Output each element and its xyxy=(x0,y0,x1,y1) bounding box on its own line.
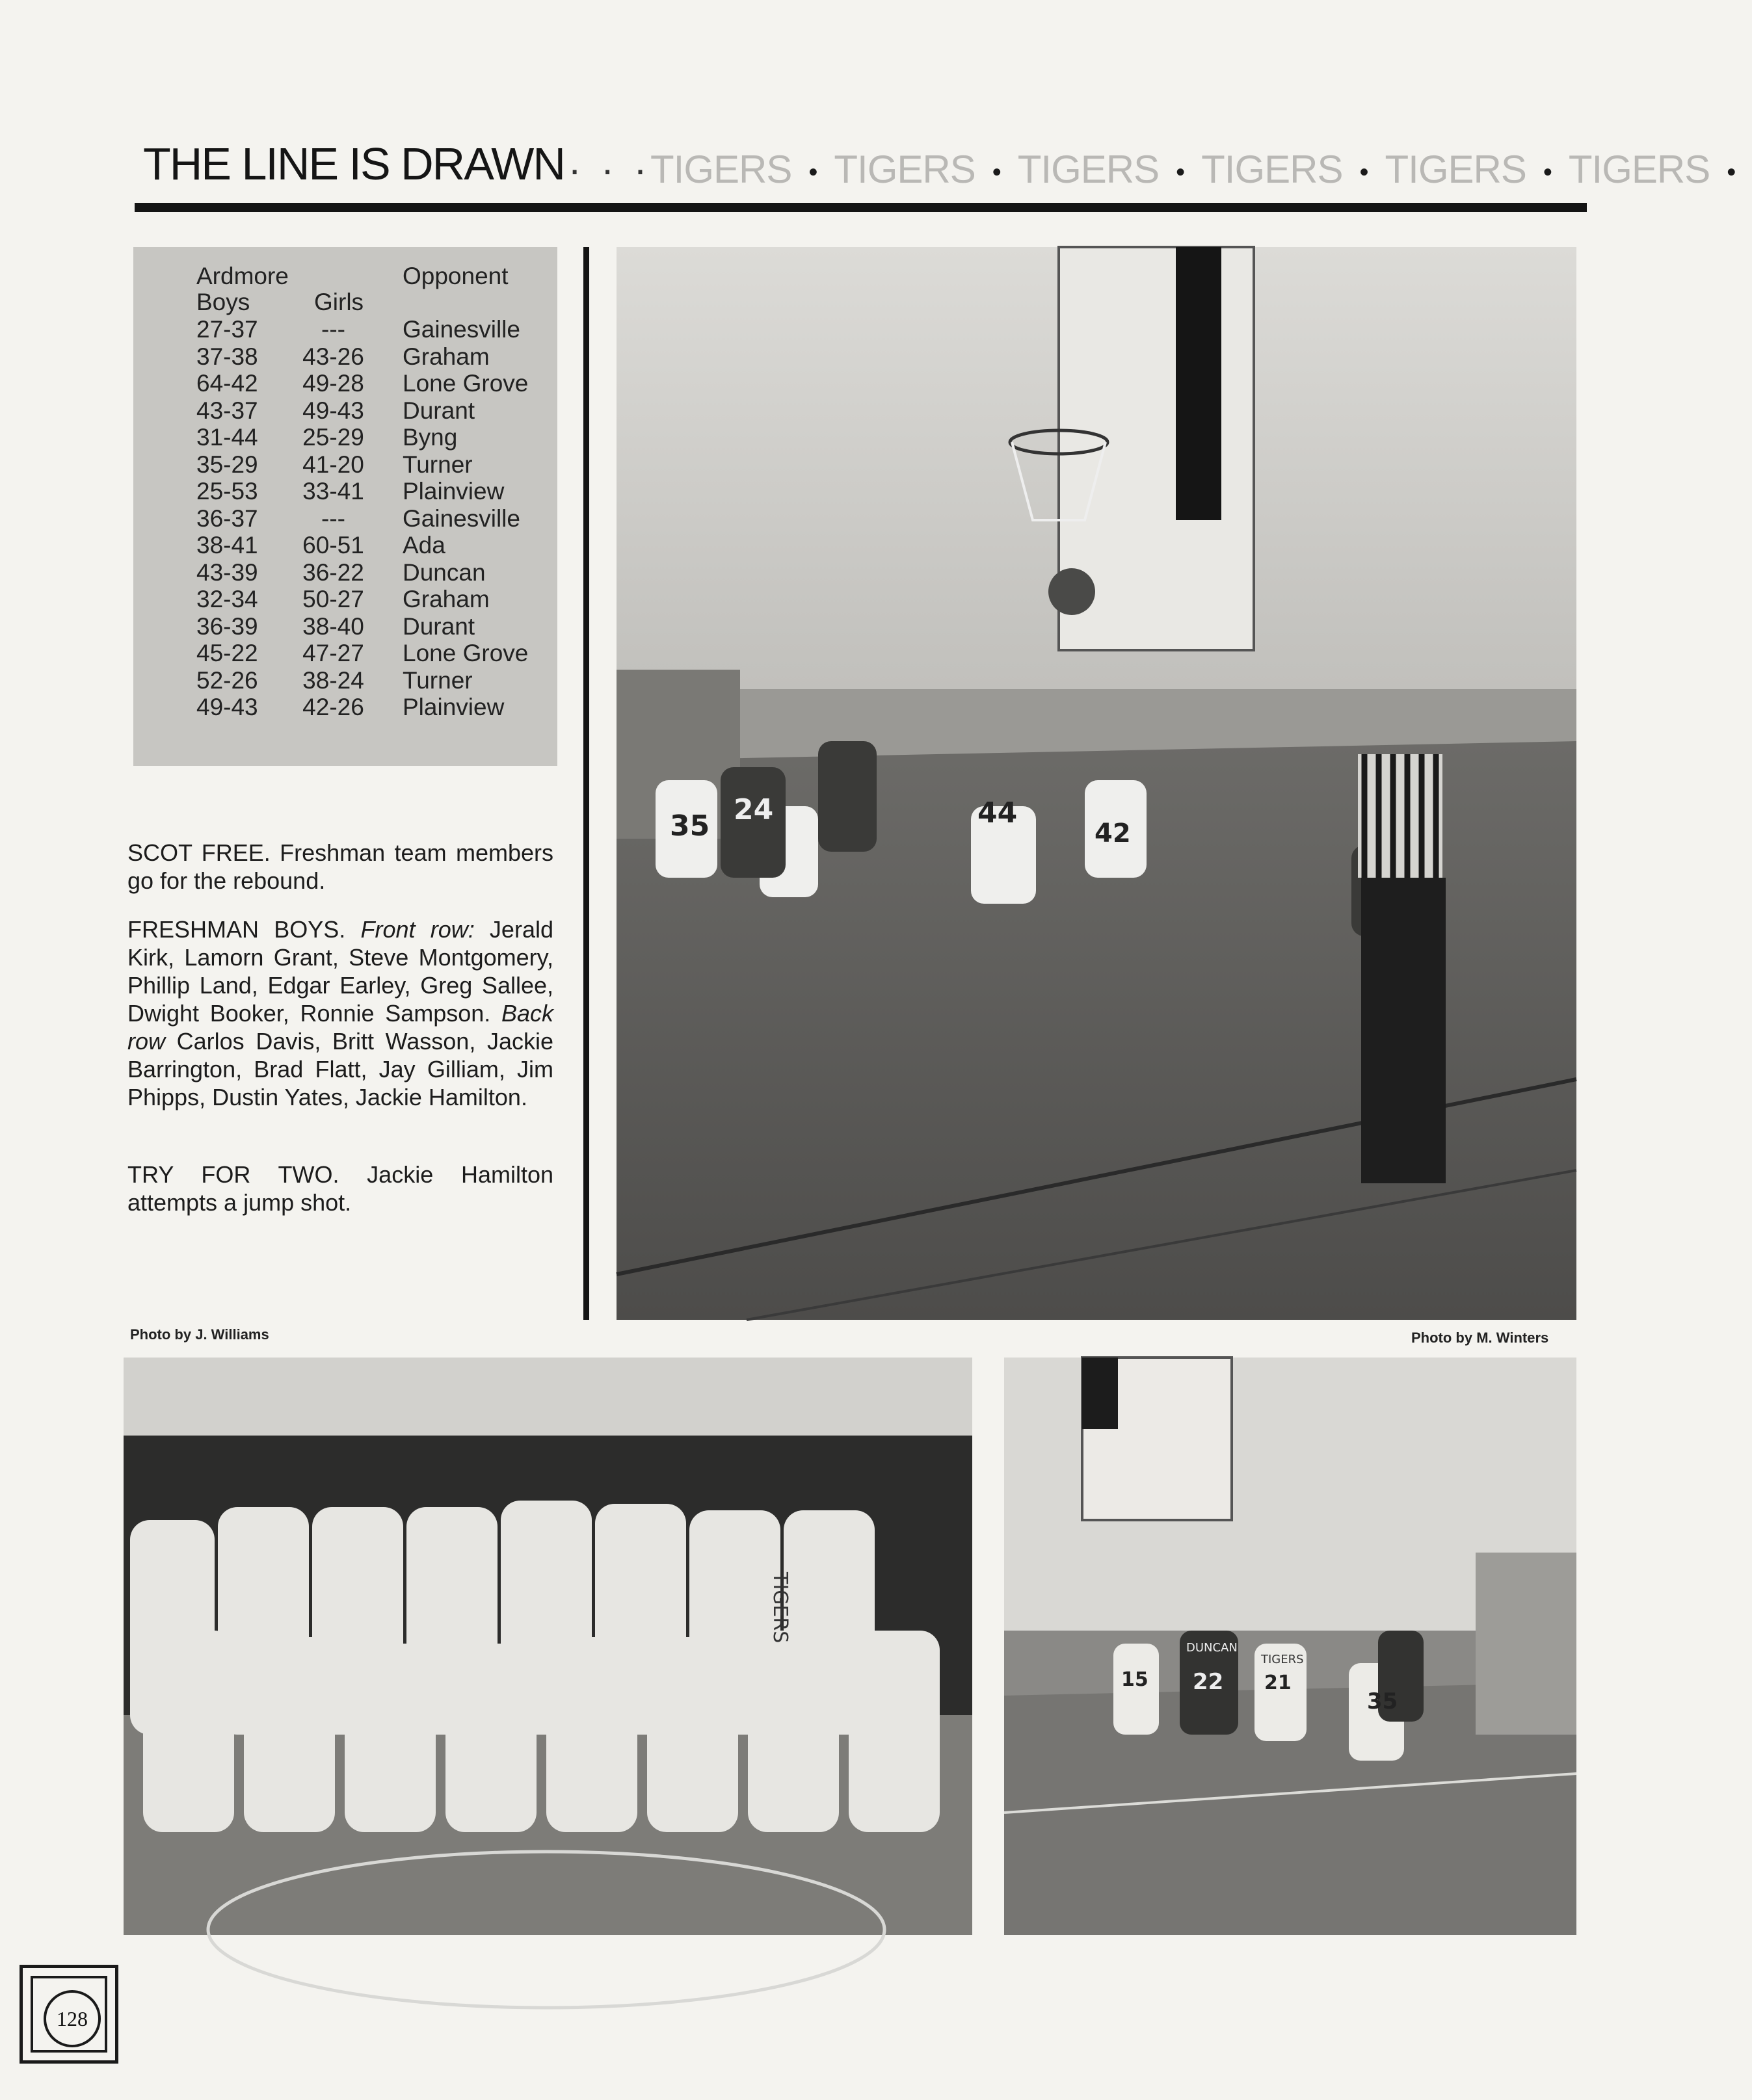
score-boys-cell: 49-43 xyxy=(196,694,258,720)
caption-lead: FRESHMAN BOYS. xyxy=(127,916,361,943)
jersey-number: 42 xyxy=(1095,819,1131,848)
page-number-box xyxy=(20,1965,118,2064)
score-boys-cell: 27-37 xyxy=(196,316,258,343)
score-girls-cell: 43-26 xyxy=(302,343,364,370)
score-boys-cell: 52-26 xyxy=(196,666,258,694)
score-girls-cell: 49-43 xyxy=(302,397,364,424)
jersey-text: DUNCAN xyxy=(1186,1641,1238,1655)
score-opponent-cell: Lone Grove xyxy=(403,640,529,666)
score-girls-cell: --- xyxy=(321,505,345,532)
freshman-team-photo xyxy=(124,1358,972,1935)
score-girls-cell: 50-27 xyxy=(302,586,364,612)
opponent-column xyxy=(403,316,528,721)
tigers-word: TIGERS xyxy=(1201,148,1343,191)
page-number-circle xyxy=(44,1990,101,2047)
score-boys-cell: 43-37 xyxy=(196,397,258,424)
tigers-word: TIGERS xyxy=(834,148,976,191)
scores-header-team: Ardmore xyxy=(196,263,289,289)
jersey-number: 35 xyxy=(1367,1688,1398,1714)
photo-credit-left: Photo by J. Williams xyxy=(130,1326,269,1343)
score-opponent-cell: Durant xyxy=(403,397,475,424)
jersey-number: 22 xyxy=(1193,1669,1224,1695)
jersey-number: 44 xyxy=(977,796,1018,830)
front-row-names: Jerald Kirk, Lamorn Grant, Steve Montgomery, Phillip Land, Edgar Earley, Greg Sallee, Dwight Booker, Ronnie Sampson. xyxy=(127,916,553,1027)
scores-header-opponent: Opponent xyxy=(403,263,509,289)
score-girls-cell: 49-28 xyxy=(302,370,364,397)
girls-scores-column xyxy=(293,316,374,721)
tigers-word: TIGERS xyxy=(1385,148,1526,191)
page-title: THE LINE IS DRAWN xyxy=(143,138,564,189)
score-girls-cell: --- xyxy=(321,316,345,343)
score-opponent-cell: Turner xyxy=(403,666,473,694)
score-girls-cell: 47-27 xyxy=(302,640,364,666)
scores-header-boys: Boys xyxy=(196,289,250,315)
score-opponent-cell: Plainview xyxy=(403,694,505,720)
caption-try-for-two: TRY FOR TWO. Jackie Hamilton attempts a jump shot. xyxy=(127,1161,553,1216)
score-opponent-cell: Gainesville xyxy=(403,316,520,343)
back-row-label: Back row xyxy=(127,1000,553,1055)
jersey-number: 15 xyxy=(1121,1668,1148,1691)
score-opponent-cell: Ada xyxy=(403,532,445,558)
score-opponent-cell: Lone Grove xyxy=(403,370,529,397)
score-girls-cell: 38-40 xyxy=(302,612,364,640)
score-girls-cell: 25-29 xyxy=(302,424,364,451)
score-girls-cell: 38-24 xyxy=(302,666,364,694)
score-opponent-cell: Duncan xyxy=(403,558,486,586)
score-boys-cell: 43-39 xyxy=(196,558,258,586)
caption-freshman-boys xyxy=(127,915,553,1111)
score-opponent-cell: Plainview xyxy=(403,478,505,505)
score-boys-cell: 32-34 xyxy=(196,586,258,612)
jersey-text: TIGERS xyxy=(1261,1653,1304,1666)
tigers-bullet: • xyxy=(1543,157,1552,187)
boys-scores-column xyxy=(196,316,258,721)
score-girls-cell: 60-51 xyxy=(302,532,364,558)
score-girls-cell: 41-20 xyxy=(302,451,364,478)
tigers-bullet: • xyxy=(1176,157,1185,187)
front-row-label: Front row: xyxy=(360,916,475,943)
tigers-word: TIGERS xyxy=(1568,148,1710,191)
score-boys-cell: 31-44 xyxy=(196,424,258,451)
jersey-number: 24 xyxy=(734,793,774,826)
jump-shot-photo xyxy=(1004,1358,1576,1935)
score-opponent-cell: Gainesville xyxy=(403,505,520,532)
tigers-bullet: • xyxy=(808,157,817,187)
title-ellipsis: . . . xyxy=(569,138,652,183)
caption-scot-free: SCOT FREE. Freshman team members go for the rebound. xyxy=(127,839,553,894)
season-scores-box xyxy=(133,247,557,766)
score-boys-cell: 64-42 xyxy=(196,370,258,397)
score-opponent-cell: Durant xyxy=(403,612,475,640)
tigers-repeat-strip xyxy=(650,147,1736,199)
photo-credit-right: Photo by M. Winters xyxy=(1411,1330,1549,1346)
tigers-bullet: • xyxy=(1359,157,1368,187)
tigers-bullet: • xyxy=(992,157,1001,187)
score-boys-cell: 38-41 xyxy=(196,532,258,558)
jersey-number: 35 xyxy=(670,809,710,843)
tigers-word: TIGERS xyxy=(650,148,792,191)
jersey-number: 21 xyxy=(1264,1672,1292,1694)
column-divider xyxy=(583,247,589,1320)
score-boys-cell: 25-53 xyxy=(196,478,258,505)
score-opponent-cell: Graham xyxy=(403,586,490,612)
header-rule xyxy=(135,203,1587,212)
score-boys-cell: 36-39 xyxy=(196,612,258,640)
scores-header-girls: Girls xyxy=(314,289,364,315)
score-boys-cell: 36-37 xyxy=(196,505,258,532)
page-number: 128 xyxy=(57,2006,88,2030)
score-girls-cell: 42-26 xyxy=(302,694,364,720)
score-boys-cell: 45-22 xyxy=(196,640,258,666)
score-girls-cell: 33-41 xyxy=(302,478,364,505)
back-row-names: Carlos Davis, Britt Wasson, Jackie Barrington, Brad Flatt, Jay Gilliam, Jim Phipps, Dustin Yates, Jackie Hamilton. xyxy=(127,1028,553,1110)
tigers-bullet: • xyxy=(1727,157,1736,187)
score-girls-cell: 36-22 xyxy=(302,558,364,586)
score-opponent-cell: Turner xyxy=(403,451,473,478)
page-number-frame xyxy=(31,1976,107,2053)
score-boys-cell: 37-38 xyxy=(196,343,258,370)
rebound-action-photo xyxy=(617,247,1576,1320)
tigers-word: TIGERS xyxy=(1017,148,1160,191)
score-boys-cell: 35-29 xyxy=(196,451,258,478)
score-opponent-cell: Byng xyxy=(403,424,458,451)
team-shirt-text: TIGERS xyxy=(769,1572,791,1644)
score-opponent-cell: Graham xyxy=(403,343,490,370)
